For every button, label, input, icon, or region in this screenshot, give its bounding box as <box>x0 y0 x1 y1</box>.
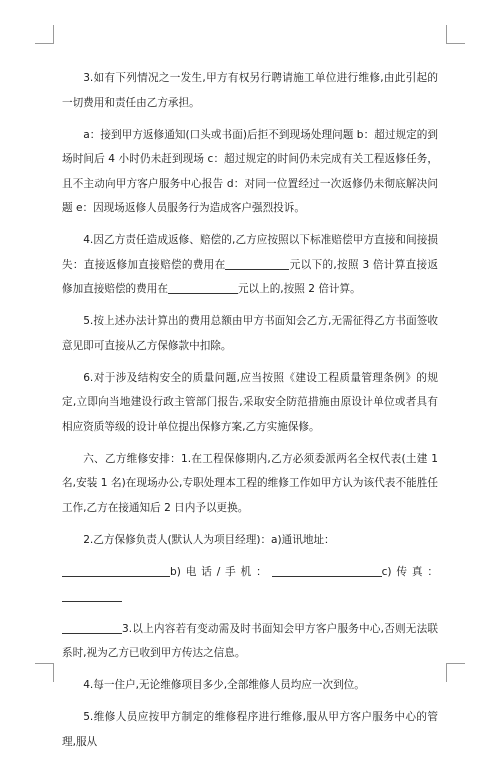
paragraph-3-part-b: 元以下的,按照 3 倍计算直接返修加直接赔偿的费用在 <box>62 258 438 296</box>
paragraph-7: 2.乙方保修负责人(默认人为项目经理)：a)通讯地址： <box>83 534 335 547</box>
crop-mark-top-right <box>446 25 465 44</box>
blank-line <box>62 621 122 634</box>
blank-line <box>272 564 382 577</box>
crop-mark-bottom-right <box>446 663 465 682</box>
paragraph-4: 5.按上述办法计算出的费用总额由甲方书面知会乙方,无需征得乙方书面签收意见即可直接从乙方保修款中扣除。 <box>62 315 438 352</box>
blank-line <box>225 257 289 270</box>
paragraph-3 <box>62 228 438 302</box>
paragraph-3-part-c: 元以上的,按照 2 倍计算。 <box>237 283 361 296</box>
paragraph-6: 六、乙方维修安排：1.在工程保修期内,乙方必须委派两名全权代表(土建 1 名,安装 1 名)在现场办公,专职处理本工程的维修工作如甲方认为该代表不能胜任工作,乙方在接通知后 2 日内予以更换。 <box>62 452 438 514</box>
paragraph-5: 6.对于涉及结构安全的质量问题,应当按照《建设工程质量管理条例》的规定,立即向当地建设行政主管部门报告,采取安全防范措施由原设计单位或者具有相应资质等级的设计单位提出保修方案,乙方实施保修。 <box>62 371 438 433</box>
blank-line <box>62 564 170 577</box>
paragraph-1: 3.如有下列情况之一发生,甲方有权另行聘请施工单位进行维修,由此引起的一切费用和责任由乙方承担。 <box>62 72 438 109</box>
paragraph-11: 5.维修人员应按甲方制定的维修程序进行维修,服从甲方客户服务中心的管理,服从 <box>62 711 438 748</box>
paragraph-8 <box>62 560 438 609</box>
blank-line <box>62 589 122 602</box>
crop-mark-top-left <box>35 25 54 44</box>
paragraph-9-text: 3.以上内容若有变动需及时书面知会甲方客户服务中心,否则无法联系时,视为乙方已收到甲方传达之信息。 <box>62 622 438 660</box>
paragraph-3-part-a: 4.因乙方责任造成返修、赔偿的,乙方应按照以下标准赔偿甲方直接和间接损失：直接返修加直接赔偿的费用在 <box>62 234 438 271</box>
crop-mark-bottom-left <box>35 663 54 682</box>
paragraph-8-part-c: c)传真： <box>381 566 438 579</box>
document-body <box>62 66 438 762</box>
blank-line <box>168 281 238 294</box>
paragraph-8-part-b: b)电话/手机： <box>170 566 272 579</box>
paragraph-10: 4.每一住户,无论维修项目多少,全部维修人员均应一次到位。 <box>83 679 365 692</box>
paragraph-2: a：接到甲方返修通知(口头或书面)后拒不到现场处理问题 b：超过规定的到场时间后 4 小时仍未赶到现场 c：超过规定的时间仍未完成有关工程返修任务，且不主动向甲方客户服务中心报告 d：对同一位置经过一次返修仍未彻底解决问题 e：因现场返修人员服务行为造成客户强烈投诉。 <box>62 128 438 215</box>
paragraph-9 <box>62 617 438 666</box>
